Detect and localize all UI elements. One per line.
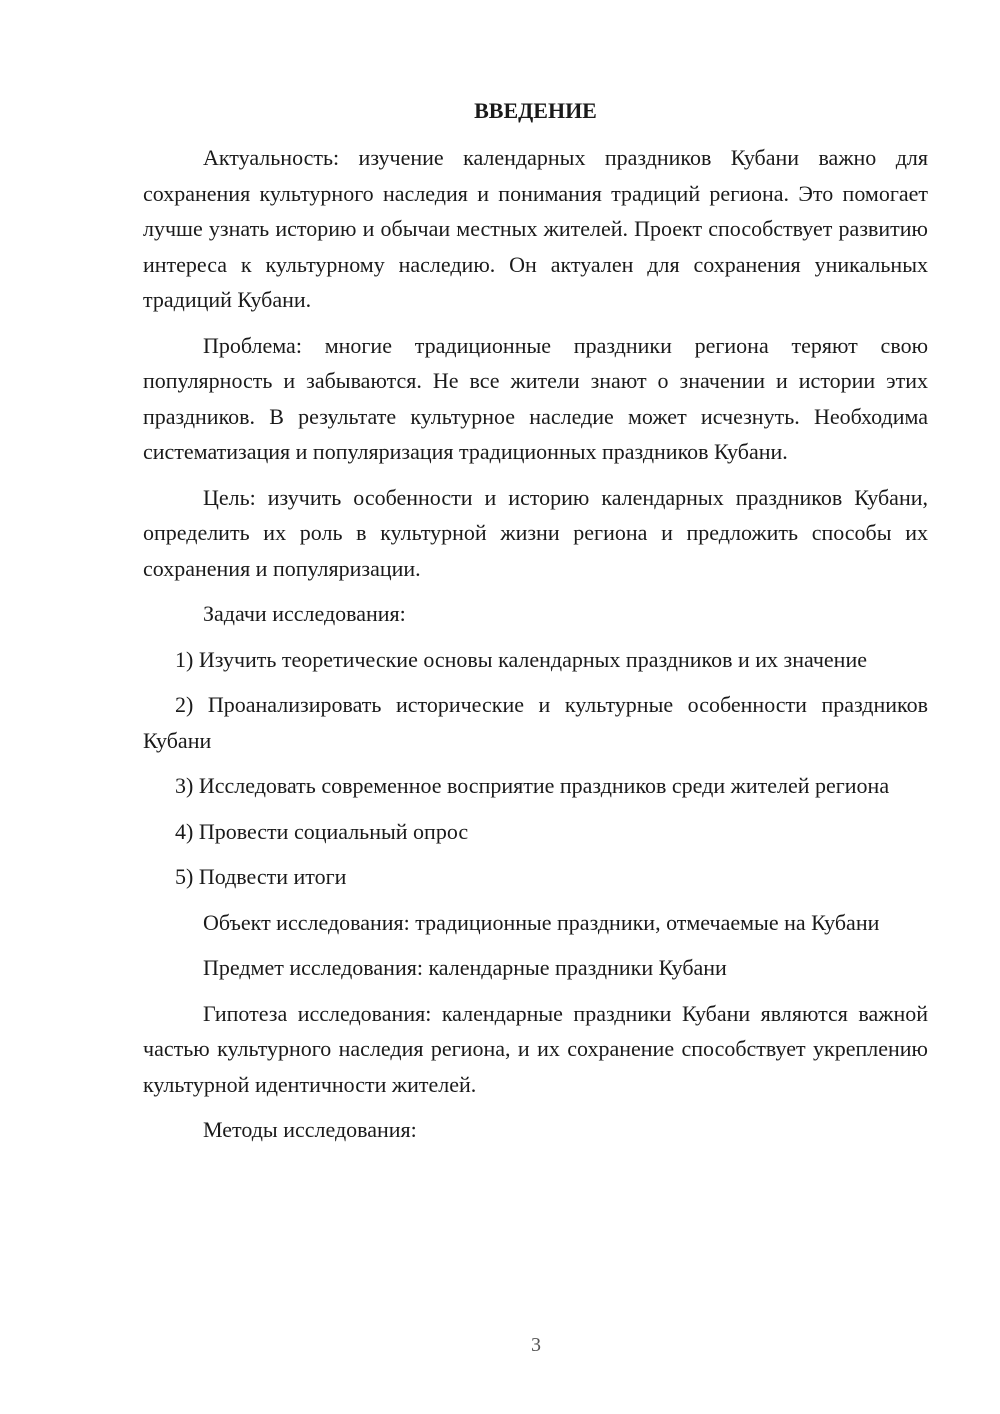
paragraph-problem: Проблема: многие традиционные праздники региона теряют свою популярность и забываются. Не все жители знают о значении и истории этих праздников. В результате культурное наследие может исчезнуть. Необходима систематизация и популяризация традиционных праздников Кубани. — [143, 332, 928, 464]
page-number: 3 — [531, 1334, 541, 1356]
page-content — [143, 95, 928, 1158]
paragraph-hypothesis: Гипотеза исследования: календарные праздники Кубани являются важной частью культурного наследия региона, и их сохранение способствует укреплению культурной идентичности жителей. — [143, 1000, 928, 1097]
task-item-2: 2) Проанализировать исторические и культурные особенности праздников Кубани — [143, 692, 928, 753]
task-item-5: 5) Подвести итоги — [175, 864, 347, 889]
tasks-heading: Задачи исследования: — [203, 601, 406, 626]
page-title: ВВЕДЕНИЕ — [474, 98, 597, 123]
paragraph-object: Объект исследования: традиционные праздники, отмечаемые на Кубани — [203, 909, 880, 935]
paragraph-relevance: Актуальность: изучение календарных праздников Кубани важно для сохранения культурного наследия и понимания традиций региона. Это помогает лучше узнать историю и обычаи местных жителей. Проект способствует развитию интереса к культурному наследию. Он актуален для сохранения уникальных традиций Кубани. — [143, 145, 928, 312]
task-item-1: 1) Изучить теоретические основы календарных праздников и их значение — [175, 646, 867, 672]
paragraph-goal: Цель: изучить особенности и историю календарных праздников Кубани, определить их роль в культурной жизни региона и предложить способы их сохранения и популяризации. — [143, 484, 928, 581]
task-item-4: 4) Провести социальный опрос — [175, 818, 469, 844]
methods-heading: Методы исследования: — [203, 1117, 417, 1142]
paragraph-subject: Предмет исследования: календарные праздники Кубани — [203, 955, 727, 980]
task-item-3: 3) Исследовать современное восприятие праздников среди жителей региона — [175, 773, 890, 798]
